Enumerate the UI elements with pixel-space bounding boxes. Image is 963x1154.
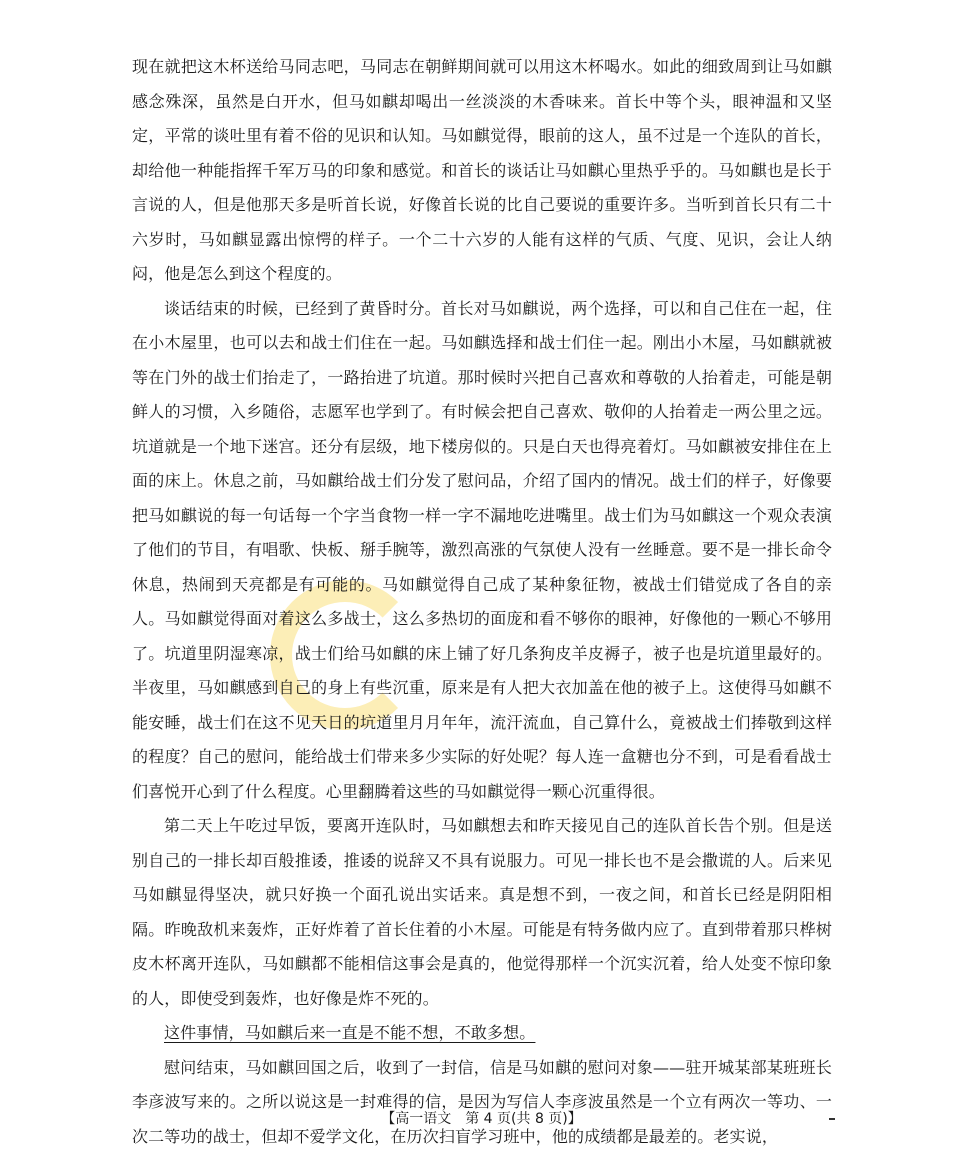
page-footer: 【高一语文 第 4 页(共 8 页)】 [0, 1108, 963, 1128]
paragraph-4-underlined [132, 1016, 832, 1051]
paragraph-5: 慰问结束，马如麒回国之后，收到了一封信，信是马如麒的慰问对象——驻开城某部某班班长李彦波写来的。之所以说这是一封难得的信，是因为写信人李彦波虽然是一个立有两次一等功、一次二等功的战士，但却不爱学文化，在历次扫盲学习班中，他的成绩都是最差的。老实说， [132, 1051, 832, 1154]
page-corner-mark [829, 1118, 835, 1120]
article-body [132, 50, 832, 1154]
paragraph-1: 现在就把这木杯送给马同志吧，马同志在朝鲜期间就可以用这木杯喝水。如此的细致周到让马如麒感念殊深，虽然是白开水，但马如麒却喝出一丝淡淡的木香味来。首长中等个头，眼神温和又坚定，平常的谈吐里有着不俗的见识和认知。马如麒觉得，眼前的这人，虽不过是一个连队的首长，却给他一种能指挥千军万马的印象和感觉。和首长的谈话让马如麒心里热乎乎的。马如麒也是长于言说的人，但是他那天多是听首长说，好像首长说的比自己要说的重要许多。当听到首长只有二十六岁时，马如麒显露出惊愕的样子。一个二十六岁的人能有这样的气质、气度、见识，会让人纳闷，他是怎么到这个程度的。 [132, 50, 832, 292]
underlined-sentence: 这件事情，马如麒后来一直是不能不想，不敢多想。 [164, 1023, 535, 1042]
paragraph-2: 谈话结束的时候，已经到了黄昏时分。首长对马如麒说，两个选择，可以和自己住在一起，住在小木屋里，也可以去和战士们住在一起。马如麒选择和战士们住一起。刚出小木屋，马如麒就被等在门外的战士们抬走了，一路抬进了坑道。那时候时兴把自己喜欢和尊敬的人抬着走，可能是朝鲜人的习惯，入乡随俗，志愿军也学到了。有时候会把自己喜欢、敬仰的人抬着走一两公里之远。坑道就是一个地下迷宫。还分有层级，地下楼房似的。只是白天也得亮着灯。马如麒被安排住在上面的床上。休息之前，马如麒给战士们分发了慰问品，介绍了国内的情况。战士们的样子，好像要把马如麒说的每一句话每一个字当食物一样一字不漏地吃进嘴里。战士们为马如麒这一个观众表演了他们的节目，有唱歌、快板、掰手腕等，激烈高涨的气氛使人没有一丝睡意。要不是一排长命令休息，热闹到天亮都是有可能的。马如麒觉得自己成了某种象征物，被战士们错觉成了各自的亲人。马如麒觉得面对着这么多战士，这么多热切的面庞和看不够你的眼神，好像他的一颗心不够用了。坑道里阴湿寒凉，战士们给马如麒的床上铺了好几条狗皮羊皮褥子，被子也是坑道里最好的。半夜里，马如麒感到自己的身上有些沉重，原来是有人把大衣加盖在他的被子上。这使得马如麒不能安睡，战士们在这不见天日的坑道里月月年年，流汗流血，自己算什么，竟被战士们捧敬到这样的程度？自己的慰问，能给战士们带来多少实际的好处呢？每人连一盒糖也分不到，可是看看战士们喜悦开心到了什么程度。心里翻腾着这些的马如麒觉得一颗心沉重得很。 [132, 292, 832, 810]
paragraph-3: 第二天上午吃过早饭，要离开连队时，马如麒想去和昨天接见自己的连队首长告个别。但是送别自己的一排长却百般推诿，推诿的说辞又不具有说服力。可见一排长也不是会撒谎的人。后来见马如麒显得坚决，就只好换一个面孔说出实话来。真是想不到，一夜之间，和首长已经是阴阳相隔。昨晚敌机来轰炸，正好炸着了首长住着的小木屋。可能是有特务做内应了。直到带着那只桦树皮木杯离开连队，马如麒都不能相信这事会是真的，他觉得那样一个沉实沉着，给人处变不惊印象的人，即使受到轰炸，也好像是炸不死的。 [132, 809, 832, 1016]
